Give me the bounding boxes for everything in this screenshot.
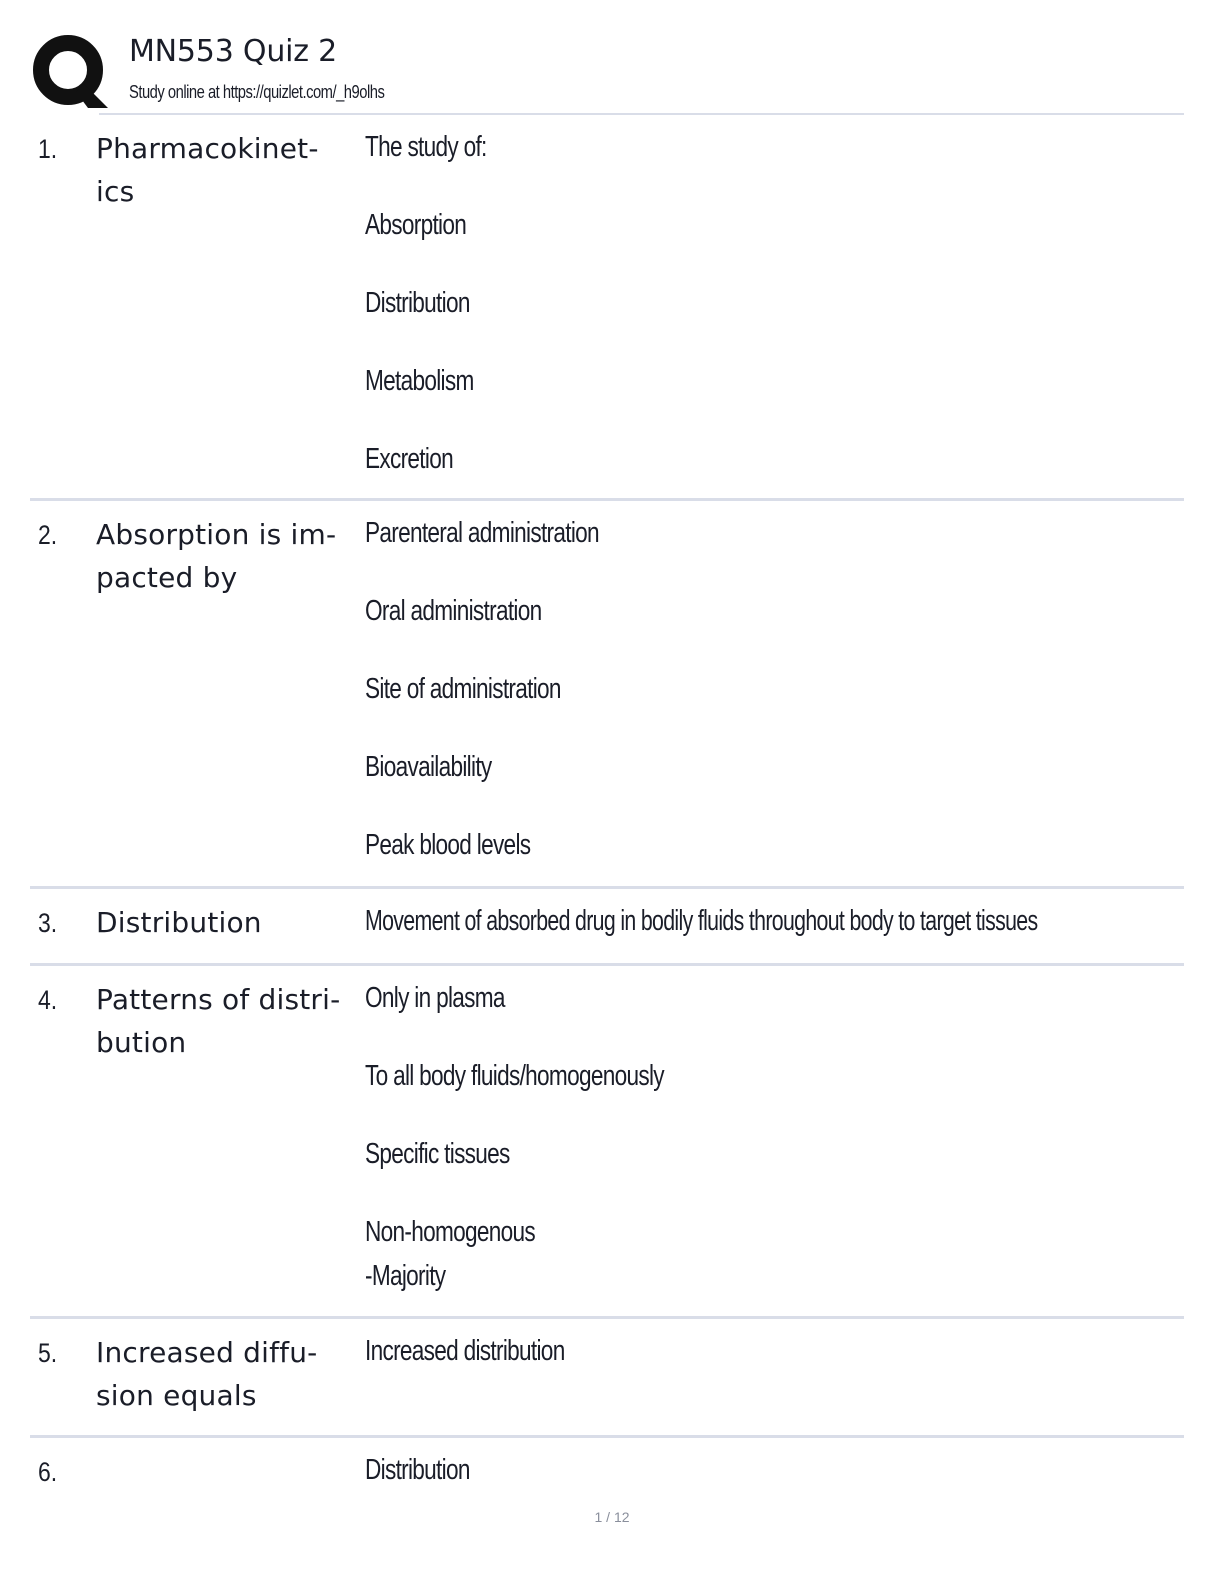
card-term-line: pacted by [96, 561, 238, 594]
definition-line: Metabolism [365, 365, 474, 397]
definition-line: Site of administration [365, 673, 561, 705]
card-term-line: sion equals [96, 1379, 257, 1412]
flashcard [30, 115, 1184, 501]
definition-line: -Majority [365, 1260, 446, 1292]
card-definition [365, 976, 1185, 1298]
definition-line: To all body fluids/homogenously [365, 1060, 664, 1092]
card-term [96, 978, 361, 1064]
card-term-line: bution [96, 1026, 187, 1059]
definition-line: Non-homogenous [365, 1216, 536, 1248]
page-indicator: 1 / 12 [594, 1509, 630, 1525]
card-number: 6. [38, 1457, 58, 1487]
flashcard [30, 889, 1184, 966]
flashcard [30, 501, 1184, 889]
flashcard [30, 966, 1184, 1319]
card-definition [365, 1329, 1185, 1373]
quizlet-q-logo-icon [32, 34, 108, 110]
definition-line: Parenteral administration [365, 517, 599, 549]
card-term-line: Patterns of distri- [96, 983, 341, 1016]
card-term-line: ics [96, 175, 135, 208]
card-term-line: Distribution [96, 906, 262, 939]
card-term [96, 1331, 361, 1417]
definition-line: Excretion [365, 443, 453, 475]
card-term [96, 127, 361, 213]
card-term-line: Absorption is im- [96, 518, 337, 551]
definition-line: Only in plasma [365, 982, 505, 1014]
card-term-line: Pharmacokinet- [96, 132, 319, 165]
card-number: 1. [38, 134, 58, 164]
card-term [96, 901, 361, 944]
definition-line: Distribution [365, 287, 470, 319]
card-term [96, 513, 361, 599]
definition-line: Absorption [365, 209, 467, 241]
card-definition [365, 899, 1185, 943]
document-header [30, 28, 1184, 112]
card-definition [365, 511, 1185, 867]
definition-line: Movement of absorbed drug in bodily fluids throughout body to target tissues [365, 905, 1038, 937]
definition-line: Peak blood levels [365, 829, 531, 861]
definition-line: Distribution [365, 1454, 470, 1486]
study-online-link-text[interactable]: Study online at https://quizlet.com/_h9olhs [129, 82, 385, 102]
card-number: 4. [38, 985, 58, 1015]
flashcard [30, 1319, 1184, 1438]
definition-line: Increased distribution [365, 1335, 565, 1367]
card-number: 2. [38, 520, 58, 550]
card-number: 5. [38, 1338, 58, 1368]
flashcard-list [30, 115, 1184, 1508]
flashcard [30, 1438, 1184, 1508]
card-term-line: Increased diffu- [96, 1336, 318, 1369]
definition-line: The study of: [365, 131, 487, 163]
page-title: MN553 Quiz 2 [129, 34, 338, 69]
card-definition [365, 1448, 1185, 1492]
definition-line: Oral administration [365, 595, 542, 627]
card-definition [365, 125, 1185, 481]
definition-line: Specific tissues [365, 1138, 510, 1170]
card-number: 3. [38, 908, 58, 938]
definition-line: Bioavailability [365, 751, 492, 783]
